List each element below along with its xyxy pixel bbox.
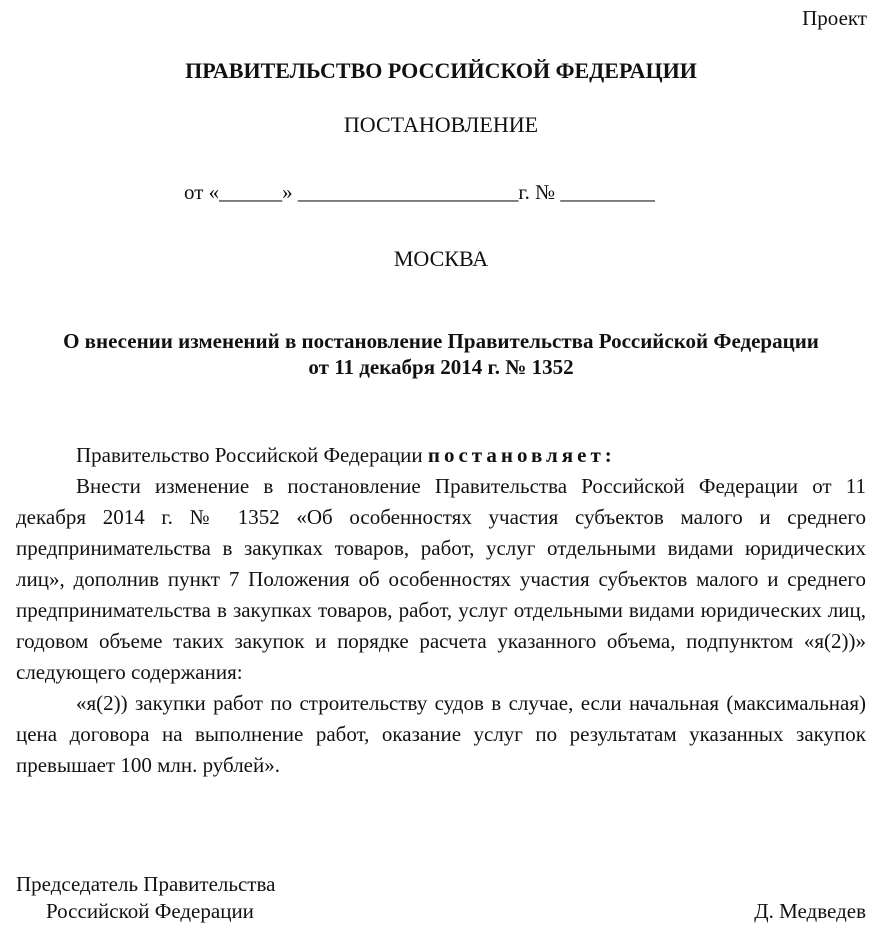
document-type: ПОСТАНОВЛЕНИЕ [343, 112, 539, 137]
decree-subject: Правительство Российской Федерации [76, 443, 428, 467]
signatory-name: Д. Медведев [754, 899, 866, 923]
decree-paragraph [16, 440, 866, 471]
subclause-paragraph: «я(2)) закупки работ по строительству судов в случае, если начальная (максимальная) цена договора на выполнение работ, оказание услуг по результатам указанных закупок превышает 100 млн. рублей». [16, 691, 866, 777]
document-subject [16, 328, 866, 380]
draft-mark: Проект [802, 6, 867, 30]
signatory-title-line-2: Российской Федерации [46, 899, 254, 923]
document-body [16, 440, 866, 781]
date-number-line: от «______» _____________________г. № _________ [184, 180, 655, 204]
signatory-title-line-1: Председатель Правительства [16, 872, 276, 896]
subject-line-2: от 11 декабря 2014 г. № 1352 [308, 355, 574, 379]
amendment-paragraph: Внести изменение в постановление Правительства Российской Федерации от 11 декабря 2014 г. № 1352 «Об особенностях участия субъектов малого и среднего предпринимательства в закупках товаров, работ, услуг отдельными видами юридических лиц», дополнив пункт 7 Положения об особенностях участия субъектов малого и среднего предпринимательства в закупках товаров, работ, услуг отдельными видами юридических лиц, годовом объеме таких закупок и порядке расчета указанного объема, подпунктом «я(2))» следующего содержания: [16, 474, 866, 684]
city: МОСКВА [393, 246, 489, 271]
government-title: ПРАВИТЕЛЬСТВО РОССИЙСКОЙ ФЕДЕРАЦИИ [185, 58, 697, 83]
subject-line-1: О внесении изменений в постановление Правительства Российской Федерации [63, 329, 819, 353]
decree-verb: постановляет: [427, 443, 616, 467]
